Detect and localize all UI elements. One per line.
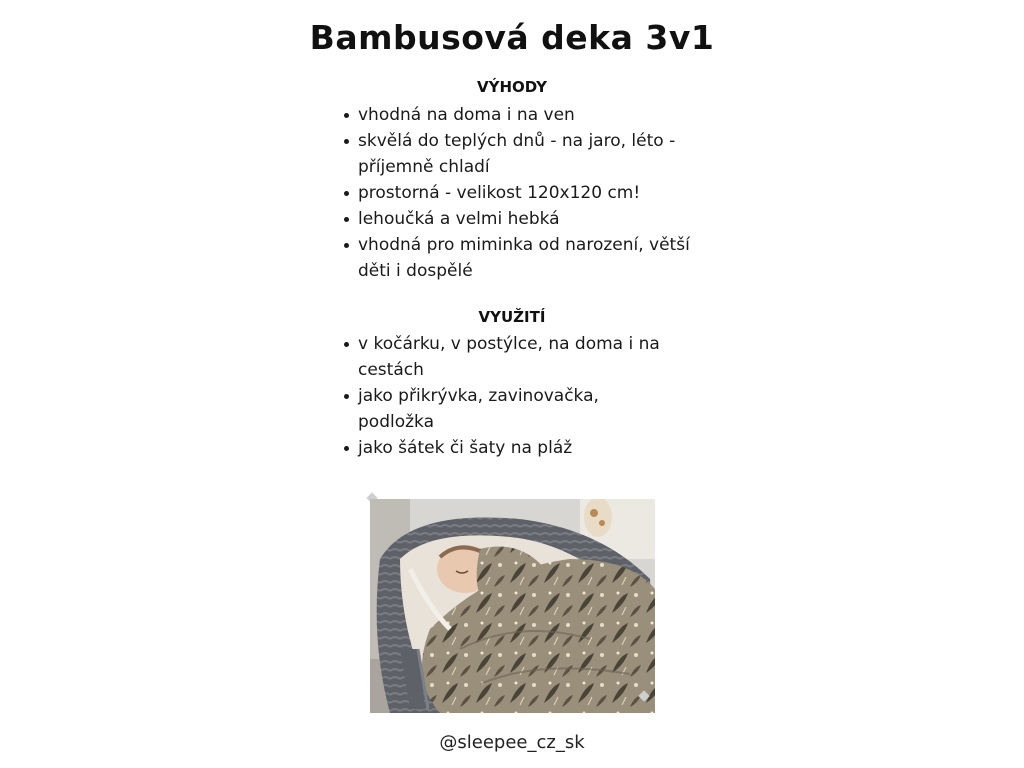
- list-item: vhodná pro miminka od narození, větší děti i dospělé: [340, 232, 698, 284]
- list-item: lehoučká a velmi hebká: [340, 206, 720, 232]
- section-heading-vyhody: VÝHODY: [477, 78, 547, 96]
- section-heading-vyuziti: VYUŽITÍ: [478, 308, 546, 326]
- bullet-icon: [344, 243, 349, 248]
- bullet-icon: [344, 342, 349, 347]
- list-item: jako šátek či šaty na pláž: [340, 435, 720, 461]
- list-item: v kočárku, v postýlce, na doma i na cestách: [340, 331, 713, 383]
- list-item: prostorná - velikost 120x120 cm!: [340, 180, 720, 206]
- benefits-list: [340, 102, 720, 284]
- bullet-icon: [344, 139, 349, 144]
- social-handle: @sleepee_cz_sk: [439, 732, 585, 753]
- photo-illustration: [370, 499, 655, 713]
- bullet-icon: [344, 191, 349, 196]
- list-item: skvělá do teplých dnů - na jaro, léto - příjemně chladí: [340, 128, 688, 180]
- page-title: Bambusová deka 3v1: [309, 18, 715, 57]
- list-item: jako přikrývka, zavinovačka, podložka: [340, 383, 658, 435]
- baby-in-bassinet-photo: [370, 499, 655, 713]
- bullet-icon: [344, 394, 349, 399]
- bullet-icon: [344, 446, 349, 451]
- sparkle-icon: [634, 686, 654, 706]
- list-item: vhodná na doma i na ven: [340, 102, 720, 128]
- bullet-icon: [344, 113, 349, 118]
- bullet-icon: [344, 217, 349, 222]
- usage-list: [340, 331, 720, 461]
